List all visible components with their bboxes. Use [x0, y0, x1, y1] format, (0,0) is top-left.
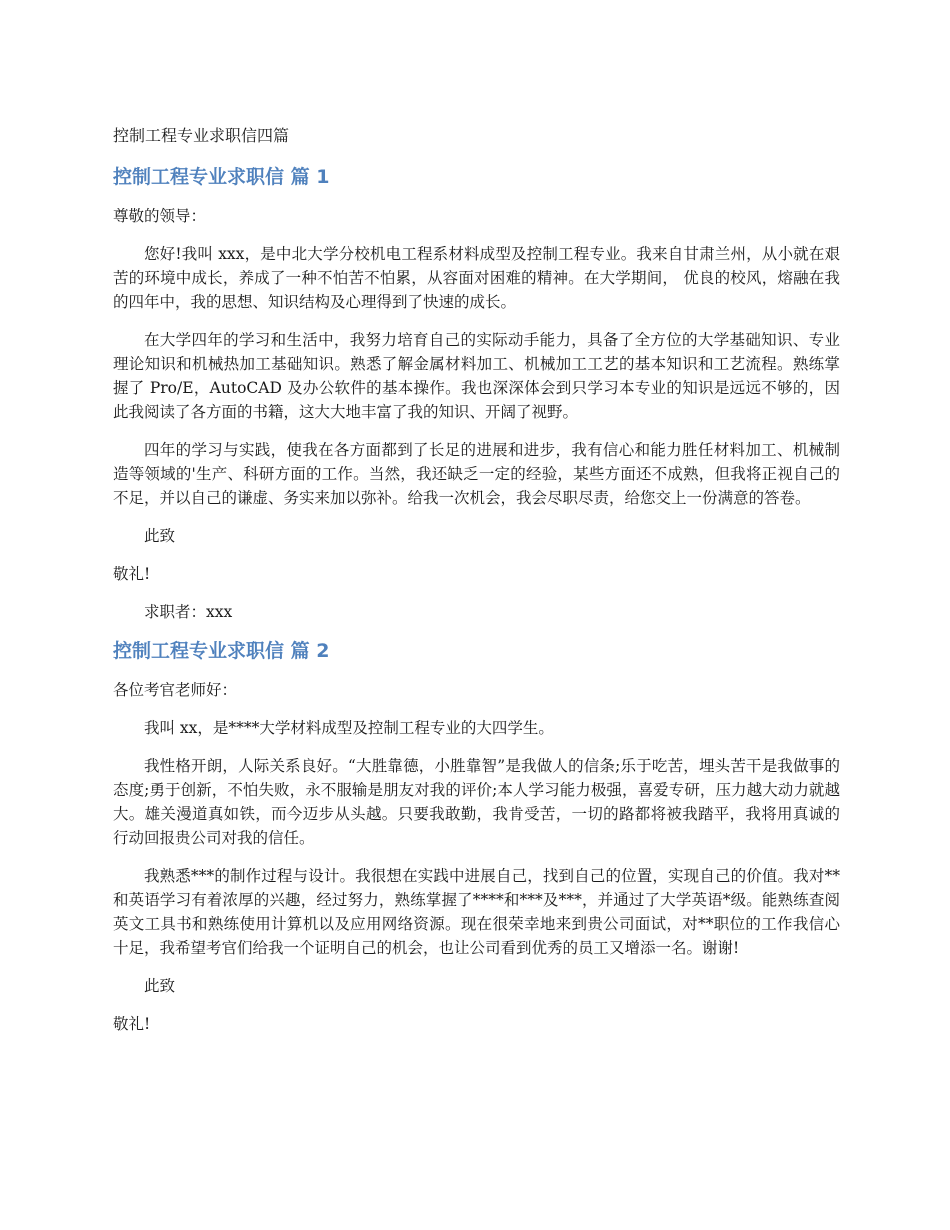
body-paragraph: 我叫 xx，是****大学材料成型及控制工程专业的大四学生。: [144, 719, 554, 737]
body-paragraph: 四年的学习与实践，使我在各方面都到了长足的进展和进步，我有信心和能力胜任材料加工、机械制造等领域的'生产、科研方面的工作。当然，我还缺乏一定的经验，某些方面还不成熟，但我将正视自己的不足，并以自己的谦虚、务实来加以弥补。给我一次机会，我会尽职尽责，给您交上一份满意的答卷。: [113, 441, 840, 507]
section-1: [113, 164, 840, 624]
signature-line: 求职者：xxx: [144, 603, 233, 621]
greeting: 各位考官老师好：: [113, 681, 238, 699]
greeting: 尊敬的领导：: [113, 207, 207, 225]
regards-line: 敬礼!: [113, 565, 151, 583]
document-page: [113, 124, 840, 1050]
section-heading: 控制工程专业求职信 篇 1: [113, 166, 330, 188]
body-paragraph: 在大学四年的学习和生活中，我努力培育自己的实际动手能力，具备了全方位的大学基础知识、专业理论知识和机械热加工基础知识。熟悉了解金属材料加工、机械加工工艺的基本知识和工艺流程。熟练掌握了 Pro/E，AutoCAD 及办公软件的基本操作。我也深深体会到只学习本专业的知识是远远不够的，因此我阅读了各方面的书籍，这大大地丰富了我的知识、开阔了视野。: [113, 331, 840, 421]
closing-line: 此致: [144, 977, 176, 995]
section-heading: 控制工程专业求职信 篇 2: [113, 640, 330, 662]
body-paragraph: 我熟悉***的制作过程与设计。我很想在实践中进展自己，找到自己的位置，实现自己的价值。我对**和英语学习有着浓厚的兴趣，经过努力，熟练掌握了****和***及***，并通过了大学英语*级。能熟练查阅英文工具书和熟练使用计算机以及应用网络资源。现在很荣幸地来到贵公司面试，对**职位的工作我信心十足，我希望考官们给我一个证明自己的机会，也让公司看到优秀的员工又增添一名。谢谢!: [113, 867, 840, 957]
document-title: 控制工程专业求职信四篇: [113, 126, 290, 145]
body-paragraph: 我性格开朗，人际关系良好。“大胜靠德，小胜靠智”是我做人的信条;乐于吃苦，埋头苦干是我做事的态度;勇于创新，不怕失败，永不服输是朋友对我的评价;本人学习能力极强，喜爱专研，压力越大动力就越大。雄关漫道真如铁，而今迈步从头越。只要我敢勤，我肯受苦，一切的路都将被我踏平，我将用真诚的行动回报贵公司对我的信任。: [113, 757, 840, 847]
body-paragraph: 您好!我叫 xxx，是中北大学分校机电工程系材料成型及控制工程专业。我来自甘肃兰州，从小就在艰苦的环境中成长，养成了一种不怕苦不怕累，从容面对困难的精神。在大学期间， 优良的校风，熔融在我的四年中，我的思想、知识结构及心理得到了快速的成长。: [113, 245, 840, 311]
regards-line: 敬礼!: [113, 1015, 151, 1033]
section-2: [113, 638, 840, 1036]
closing-line: 此致: [144, 527, 176, 545]
